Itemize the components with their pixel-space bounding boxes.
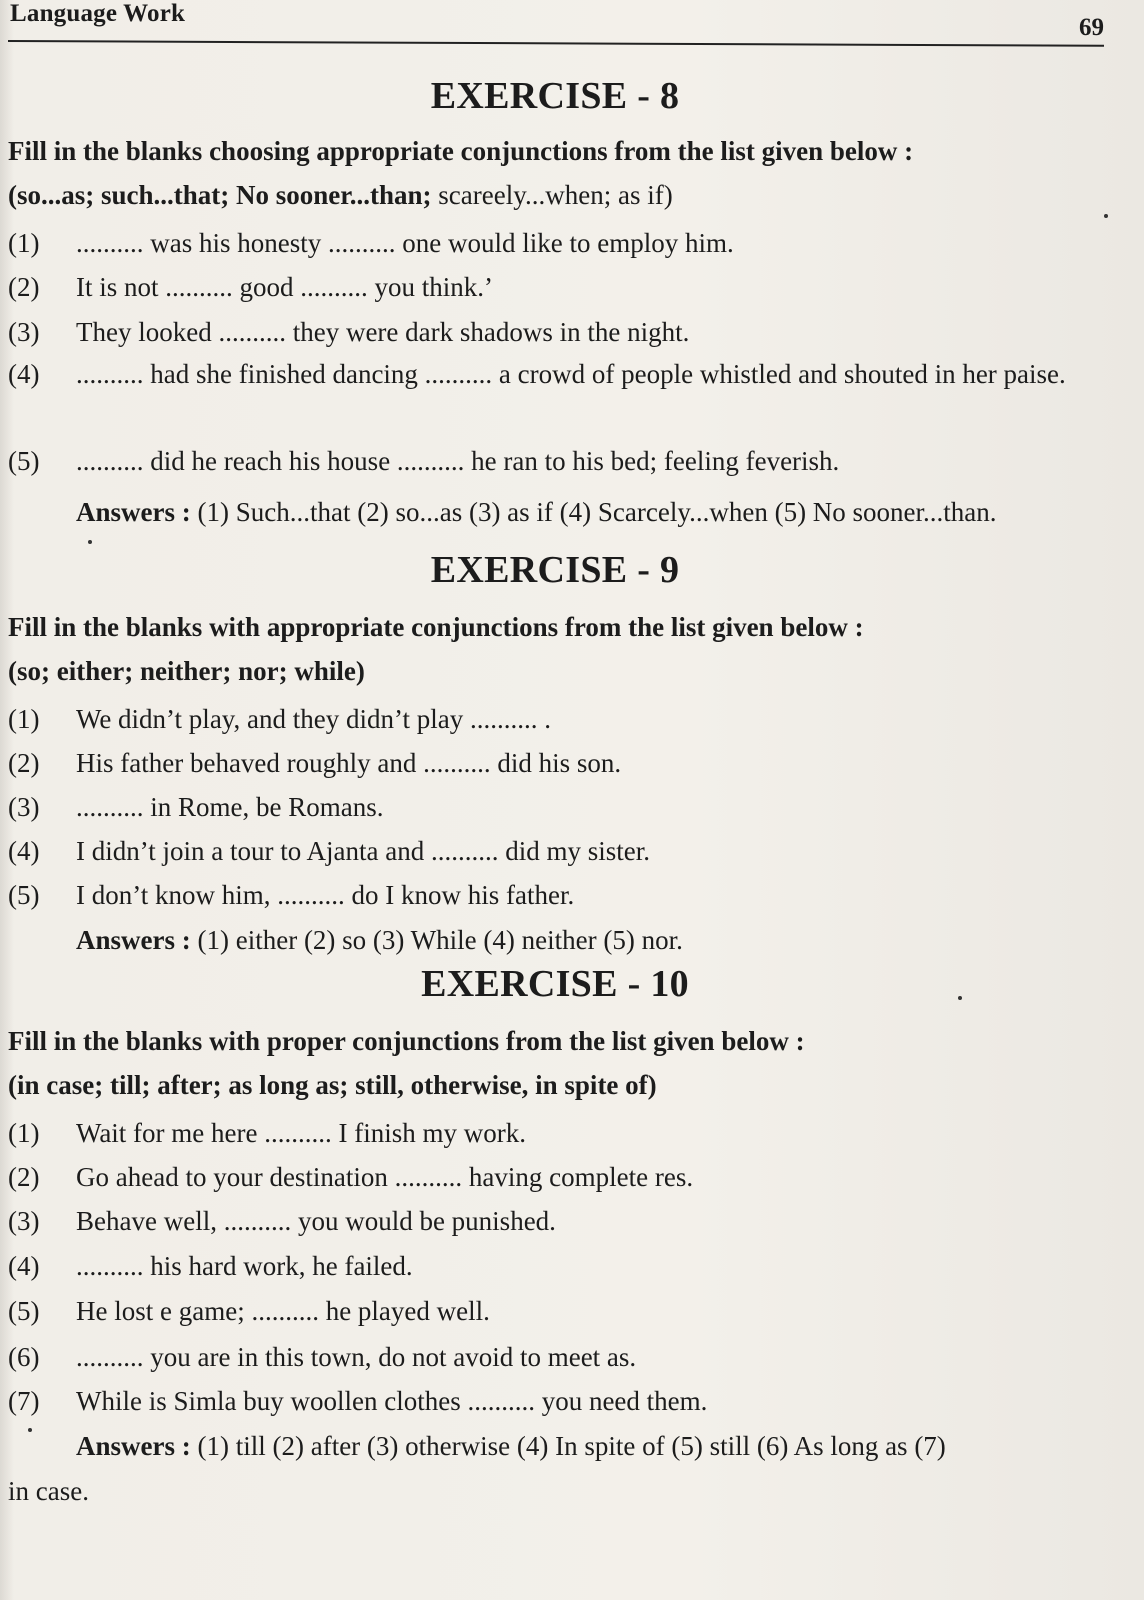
question-number: (7)	[8, 1386, 40, 1416]
question-number: (5)	[8, 1296, 40, 1326]
print-speck	[958, 996, 962, 1000]
question-number: (1)	[8, 1118, 40, 1148]
exercise-9-answers	[76, 918, 1116, 962]
exercise-9-title: EXERCISE - 9	[430, 549, 680, 591]
question-number: (4)	[8, 836, 40, 866]
exercise-10-answers-continuation	[8, 1470, 1108, 1512]
question-number: (6)	[8, 1342, 40, 1372]
question-text: Behave well, .......... you would be punished.	[76, 1206, 556, 1236]
question-number: (1)	[8, 228, 40, 258]
exercise-8-answers	[76, 490, 1116, 534]
question-text: I didn’t join a tour to Ajanta and .......... did my sister.	[76, 836, 650, 866]
question-text: .......... you are in this town, do not avoid to meet as.	[76, 1342, 637, 1372]
exercise-10-instruction: Fill in the blanks with proper conjunctions from the list given below :	[8, 1026, 805, 1056]
exercise-9-instruction: Fill in the blanks with appropriate conjunctions from the list given below :	[8, 612, 864, 642]
answers-text: (1) Such...that (2) so...as (3) as if (4) Scarcely...when (5) No sooner...than.	[197, 497, 997, 527]
word-list-regular: scareely...when; as if)	[438, 180, 673, 210]
answers-text: (1) either (2) so (3) While (4) neither (5) nor.	[197, 925, 683, 955]
question-text: His father behaved roughly and .......... did his son.	[76, 748, 622, 778]
exercise-8-title: EXERCISE - 8	[430, 75, 680, 117]
question-number: (5)	[8, 446, 40, 476]
question-text: While is Simla buy woollen clothes .......... you need them.	[76, 1386, 708, 1416]
question-text: Wait for me here .......... I finish my work.	[76, 1118, 526, 1148]
question-text: .......... had she finished dancing .......... a crowd of people whistled and shouted in her paise.	[76, 359, 1066, 389]
answers-text: (1) till (2) after (3) otherwise (4) In spite of (5) still (6) As long as (7)	[197, 1431, 946, 1461]
exercise-10-answers	[76, 1424, 1116, 1468]
question-text: .......... was his honesty .......... one would like to employ him.	[76, 228, 734, 258]
print-speck	[88, 540, 92, 544]
answers-label: Answers :	[76, 497, 191, 527]
answers-continuation-text: in case.	[8, 1476, 89, 1506]
question-text: It is not .......... good .......... you think.’	[76, 272, 493, 302]
question-text: We didn’t play, and they didn’t play .......... .	[76, 704, 552, 734]
print-speck	[28, 1428, 32, 1432]
question-text: He lost e game; .......... he played well.	[76, 1296, 490, 1326]
question-number: (4)	[8, 1251, 40, 1281]
running-header: Language Work	[10, 0, 186, 27]
question-text: I don’t know him, .......... do I know his father.	[76, 880, 575, 910]
word-list-bold: (so...as; such...that; No sooner...than;	[8, 180, 432, 210]
question-number: (2)	[8, 748, 40, 778]
question-number: (1)	[8, 704, 40, 734]
question-number: (2)	[8, 1162, 40, 1192]
page-number: 69	[1079, 14, 1104, 41]
print-speck	[1104, 214, 1108, 218]
question-number: (4)	[8, 359, 40, 389]
question-number: (3)	[8, 317, 40, 347]
exercise-8-word-list	[8, 180, 1108, 211]
header-rule	[8, 40, 1104, 47]
question-text: .......... his hard work, he failed.	[76, 1251, 413, 1281]
exercise-8-instruction: Fill in the blanks choosing appropriate conjunctions from the list given below :	[8, 136, 914, 166]
exercise-9-word-list: (so; either; neither; nor; while)	[8, 656, 365, 686]
question-text: .......... did he reach his house .......... he ran to his bed; feeling feverish.	[76, 446, 840, 476]
question-number: (2)	[8, 272, 40, 302]
exercise-10-word-list: (in case; till; after; as long as; still, otherwise, in spite of)	[8, 1070, 657, 1100]
question-text: .......... in Rome, be Romans.	[76, 792, 384, 822]
question-number: (3)	[8, 1206, 40, 1236]
question-text: Go ahead to your destination .......... having complete res.	[76, 1162, 694, 1192]
exercise-10-title: EXERCISE - 10	[421, 963, 689, 1005]
answers-label: Answers :	[76, 1431, 191, 1461]
question-text: They looked .......... they were dark shadows in the night.	[76, 317, 690, 347]
question-number: (3)	[8, 792, 40, 822]
question-number: (5)	[8, 880, 40, 910]
answers-label: Answers :	[76, 925, 191, 955]
